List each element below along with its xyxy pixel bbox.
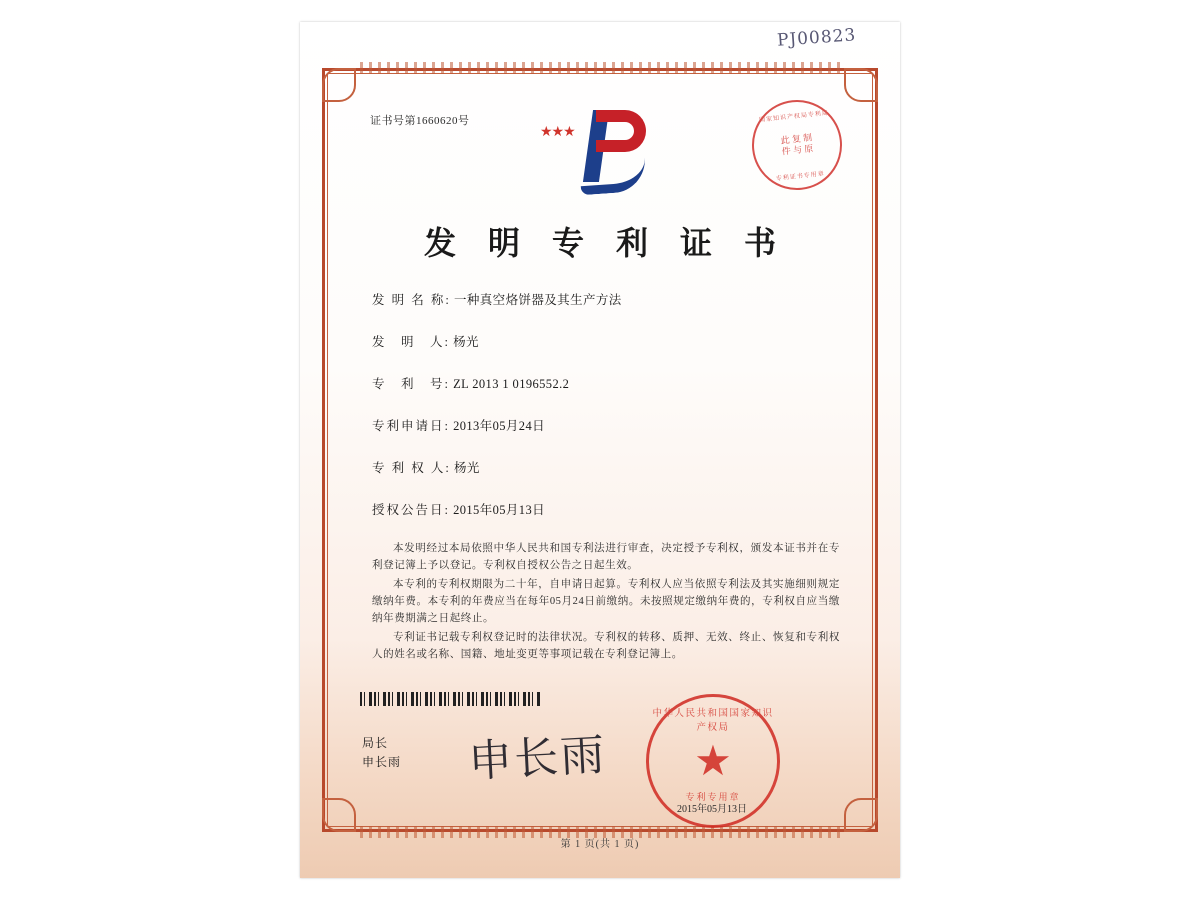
director-block <box>362 734 401 772</box>
stars-icon: ★★★ <box>540 125 575 140</box>
page-footer: 第 1 页(共 1 页) <box>560 839 640 850</box>
barcode <box>360 692 540 706</box>
director-signature: 申长雨 <box>466 729 608 788</box>
logo-bowl-shape <box>596 110 646 152</box>
field-label: 授权公告日: <box>372 503 450 517</box>
field-label: 专 利 号: <box>372 377 450 391</box>
patent-office-logo <box>540 104 660 184</box>
seal-small-ring-bottom-text: 专利证书专用章 <box>775 171 826 183</box>
handwritten-annotation: PJ00823 <box>776 25 857 51</box>
corner-ornament-top-right <box>838 62 884 108</box>
field-label: 发 明 人: <box>372 335 450 349</box>
body-paragraph: 本发明经过本局依照中华人民共和国专利法进行审查，决定授予专利权，颁发本证书并在专利登记簿上予以登记。专利权自授权公告之日起生效。 <box>372 543 840 571</box>
patent-certificate-document <box>300 22 900 878</box>
director-label: 局长 <box>362 736 389 750</box>
corner-ornament-bottom-right <box>838 792 884 838</box>
field-value: ZL 2013 1 0196552.2 <box>453 377 570 391</box>
field-row <box>372 500 840 518</box>
certificate-number: 证书号第1660620号 <box>370 115 470 127</box>
certificate-fields <box>372 290 840 542</box>
seal-small-center-line-2: 件 与 原 <box>781 143 814 157</box>
field-row <box>372 290 840 308</box>
director-name: 申长雨 <box>362 755 402 769</box>
national-seal-ring-bottom-text: 专利专用章 <box>685 792 741 802</box>
seal-small-center-line-1: 此 复 制 <box>780 132 813 146</box>
seal-date: 2015年05月13日 <box>677 804 747 815</box>
field-value: 2013年05月24日 <box>453 419 546 433</box>
field-value: 杨光 <box>453 461 480 475</box>
certificate-body-text <box>372 540 840 665</box>
field-value: 杨光 <box>453 335 479 349</box>
field-value: 一种真空烙饼器及其生产方法 <box>453 293 622 307</box>
corner-ornament-bottom-left <box>316 792 362 838</box>
national-seal-ring-top-text: 中华人民共和国国家知识产权局 <box>652 709 774 733</box>
page-title: 发 明 专 利 证 书 <box>423 225 788 261</box>
national-emblem-icon: ★ <box>694 739 732 785</box>
field-row <box>372 374 840 392</box>
field-label: 专利申请日: <box>372 419 450 433</box>
field-row <box>372 332 840 350</box>
body-paragraph: 本专利的专利权期限为二十年，自申请日起算。专利权人应当依照专利法及其实施细则规定缴纳年费。本专利的年费应当在每年05月24日前缴纳。未按照规定缴纳年费的，专利权自应当缴纳年费期满之日起终止。 <box>372 579 840 624</box>
top-ornament-band <box>360 62 840 74</box>
field-row <box>372 416 840 434</box>
field-row <box>372 458 840 476</box>
field-label: 发 明 名 称: <box>372 293 451 307</box>
corner-ornament-top-left <box>316 62 362 108</box>
body-paragraph: 专利证书记载专利权登记时的法律状况。专利权的转移、质押、无效、终止、恢复和专利权人的姓名或名称、国籍、地址变更等事项记载在专利登记簿上。 <box>372 632 840 660</box>
field-value: 2015年05月13日 <box>453 503 546 517</box>
seal-small-ring-top-text: 国家知识产权局专利局 <box>758 110 830 124</box>
field-label: 专 利 权 人: <box>372 461 451 475</box>
